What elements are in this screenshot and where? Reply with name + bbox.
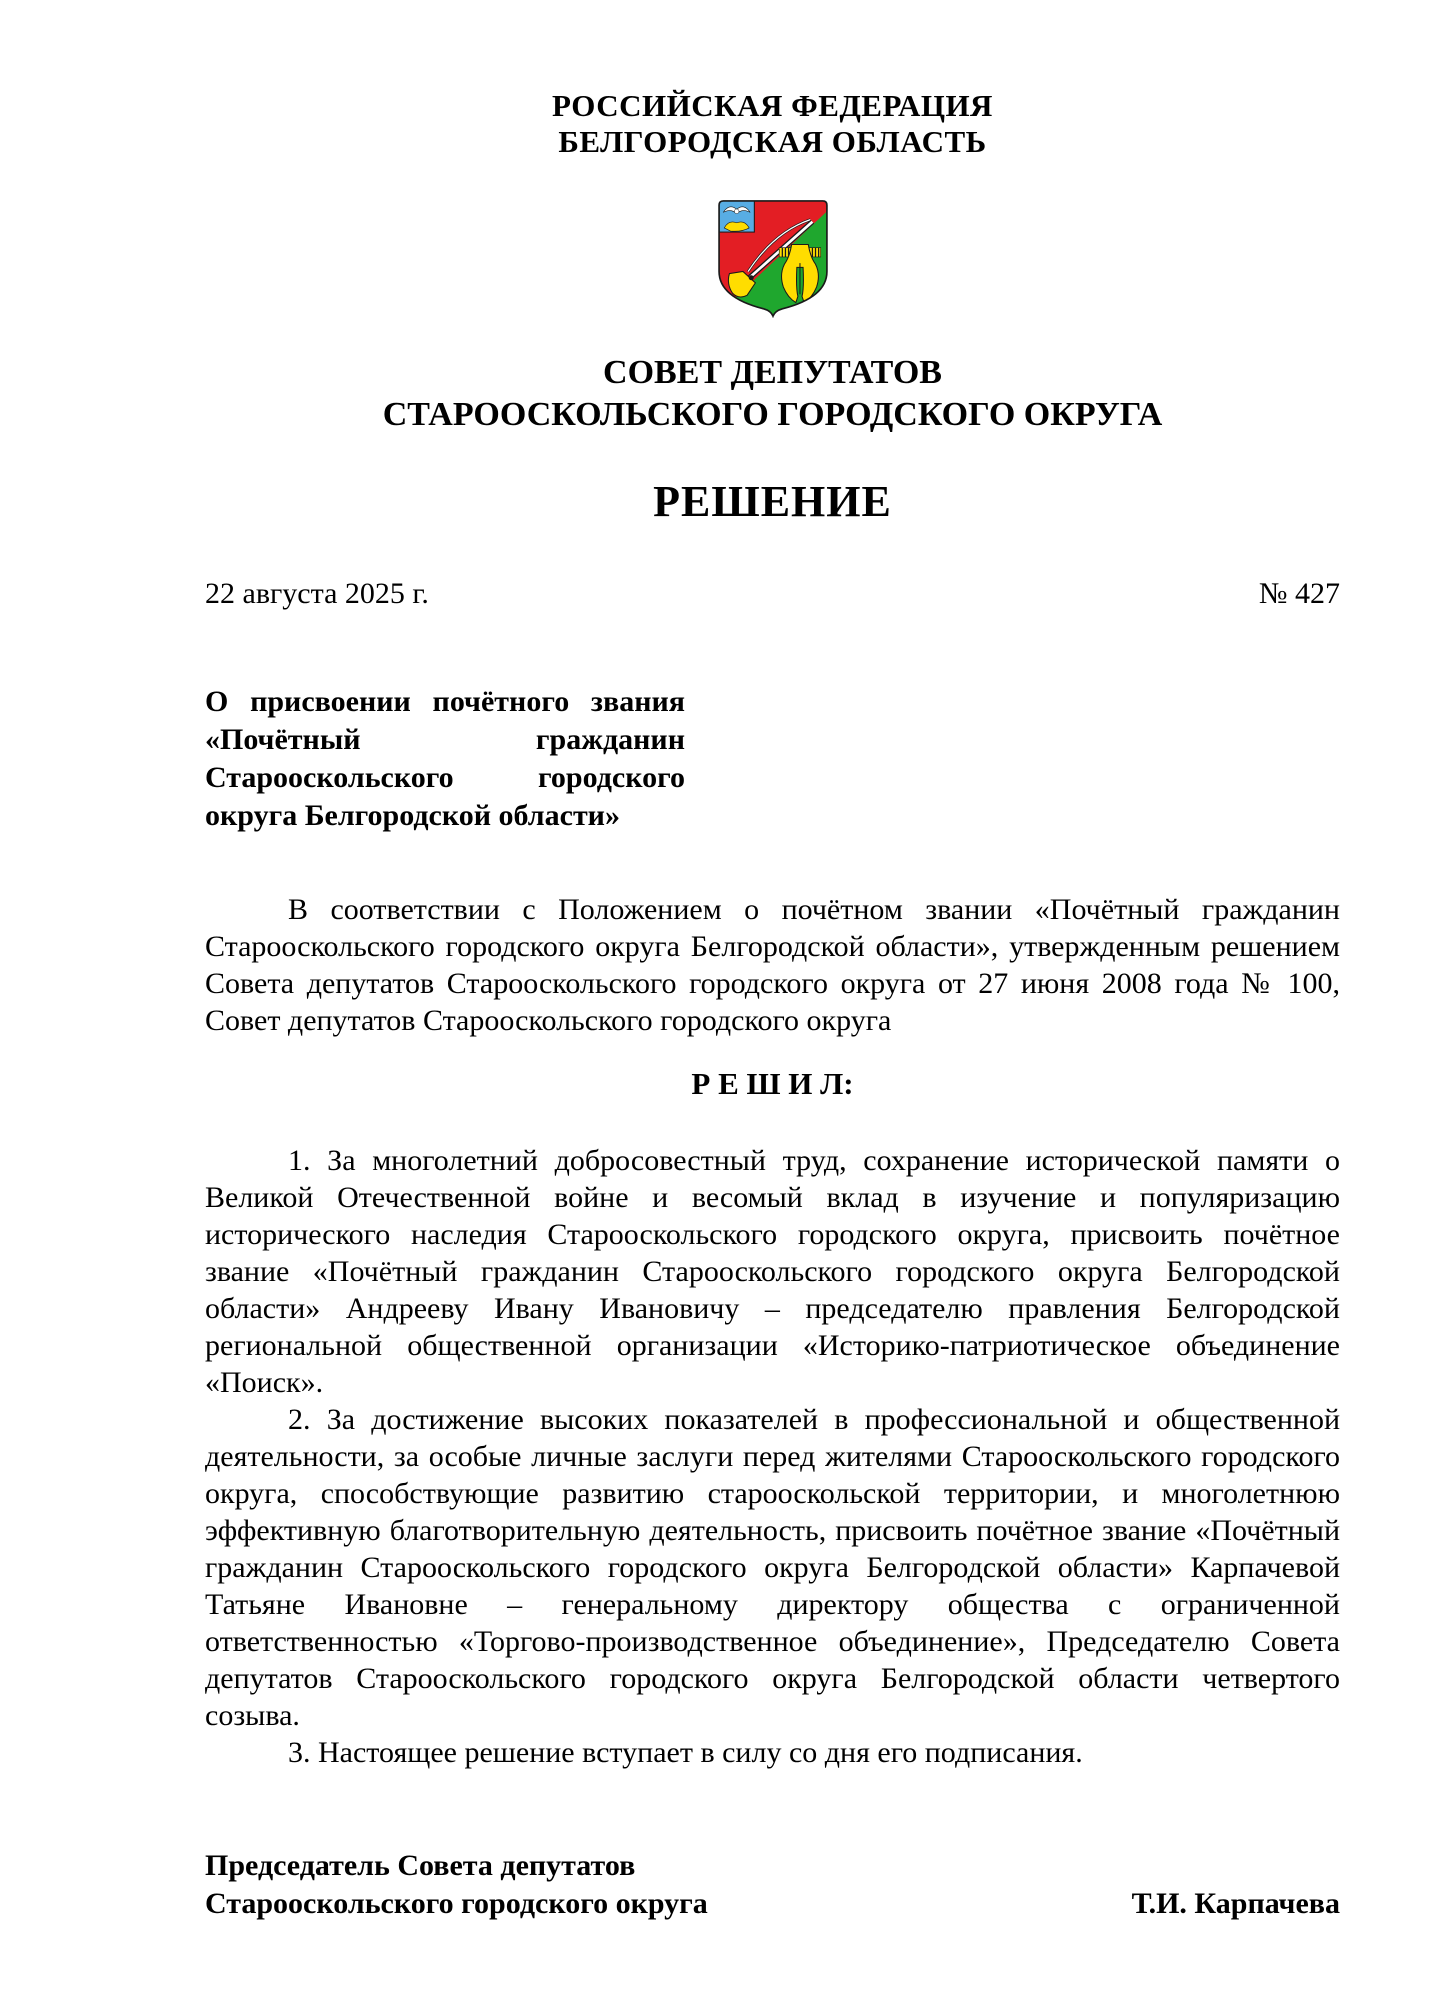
resolution-paragraphs <box>205 1142 1340 1771</box>
signature-position-line-2: Старооскольского городского округа <box>205 1887 708 1920</box>
coat-of-arms-icon <box>717 198 829 318</box>
signature-name: Т.И. Карпачева <box>1131 1887 1340 1920</box>
header-country: РОССИЙСКАЯ ФЕДЕРАЦИЯ <box>552 88 993 123</box>
resolution-heading: Р Е Ш И Л: <box>691 1066 854 1101</box>
header-region: БЕЛГОРОДСКАЯ ОБЛАСТЬ <box>558 124 987 159</box>
signature-block <box>205 1847 1340 1923</box>
resolution-paragraph-1: 1. За многолетний добросовестный труд, сохранение исторической памяти о Великой Отечественной войне и весомый вклад в изучение и популяризацию исторического наследия Старооскольского городского округа, присвоить почётное звание «Почётный гражданин Старооскольского городского округа Белгородской области» Андрееву Ивану Ивановичу – председателю правления Белгородской региональной общественной организации «Историко-патриотическое объединение «Поиск». <box>205 1144 1340 1399</box>
document-date: 22 августа 2025 г. <box>205 577 429 610</box>
document-type-title: РЕШЕНИЕ <box>653 477 892 526</box>
council-line-2: СТАРООСКОЛЬСКОГО ГОРОДСКОГО ОКРУГА <box>382 396 1163 433</box>
council-line-1: СОВЕТ ДЕПУТАТОВ <box>603 354 942 391</box>
document-subject: О присвоении почётного звания «Почётный гражданин Старооскольского городского округа Белгородской области» <box>205 685 685 832</box>
preamble-paragraph: В соответствии с Положением о почётном звании «Почётный гражданин Старооскольского городского округа Белгородской области», утвержденным решением Совета депутатов Старооскольского городского округа от 27 июня 2008 года № 100, Совет депутатов Старооскольского городского округа <box>205 893 1340 1037</box>
council-heading <box>205 352 1340 436</box>
meta-row <box>205 576 1340 611</box>
emblem-canton <box>719 201 754 232</box>
signature-position-line-1: Председатель Совета депутатов <box>205 1849 636 1882</box>
document-number: № 427 <box>1258 577 1340 610</box>
emblem-lion-icon <box>724 222 749 231</box>
resolution-paragraph-2: 2. За достижение высоких показателей в профессиональной и общественной деятельности, за особые личные заслуги перед жителями Старооскольского городского округа, способствующие развитию старооскольской территории, и многолетнюю эффективную благотворительную деятельность, присвоить почётное звание «Почётный гражданин Старооскольского городского округа Белгородской области» Карпачевой Татьяне Ивановне – генеральному директору общества с ограниченной ответственностью «Торгово-производственное объединение», Председателю Совета депутатов Старооскольского городского округа Белгородской области четвертого созыва. <box>205 1403 1340 1732</box>
resolution-paragraph-3: 3. Настоящее решение вступает в силу со дня его подписания. <box>288 1736 1083 1769</box>
signature-row <box>205 1885 1340 1923</box>
coat-of-arms-container <box>205 198 1340 318</box>
